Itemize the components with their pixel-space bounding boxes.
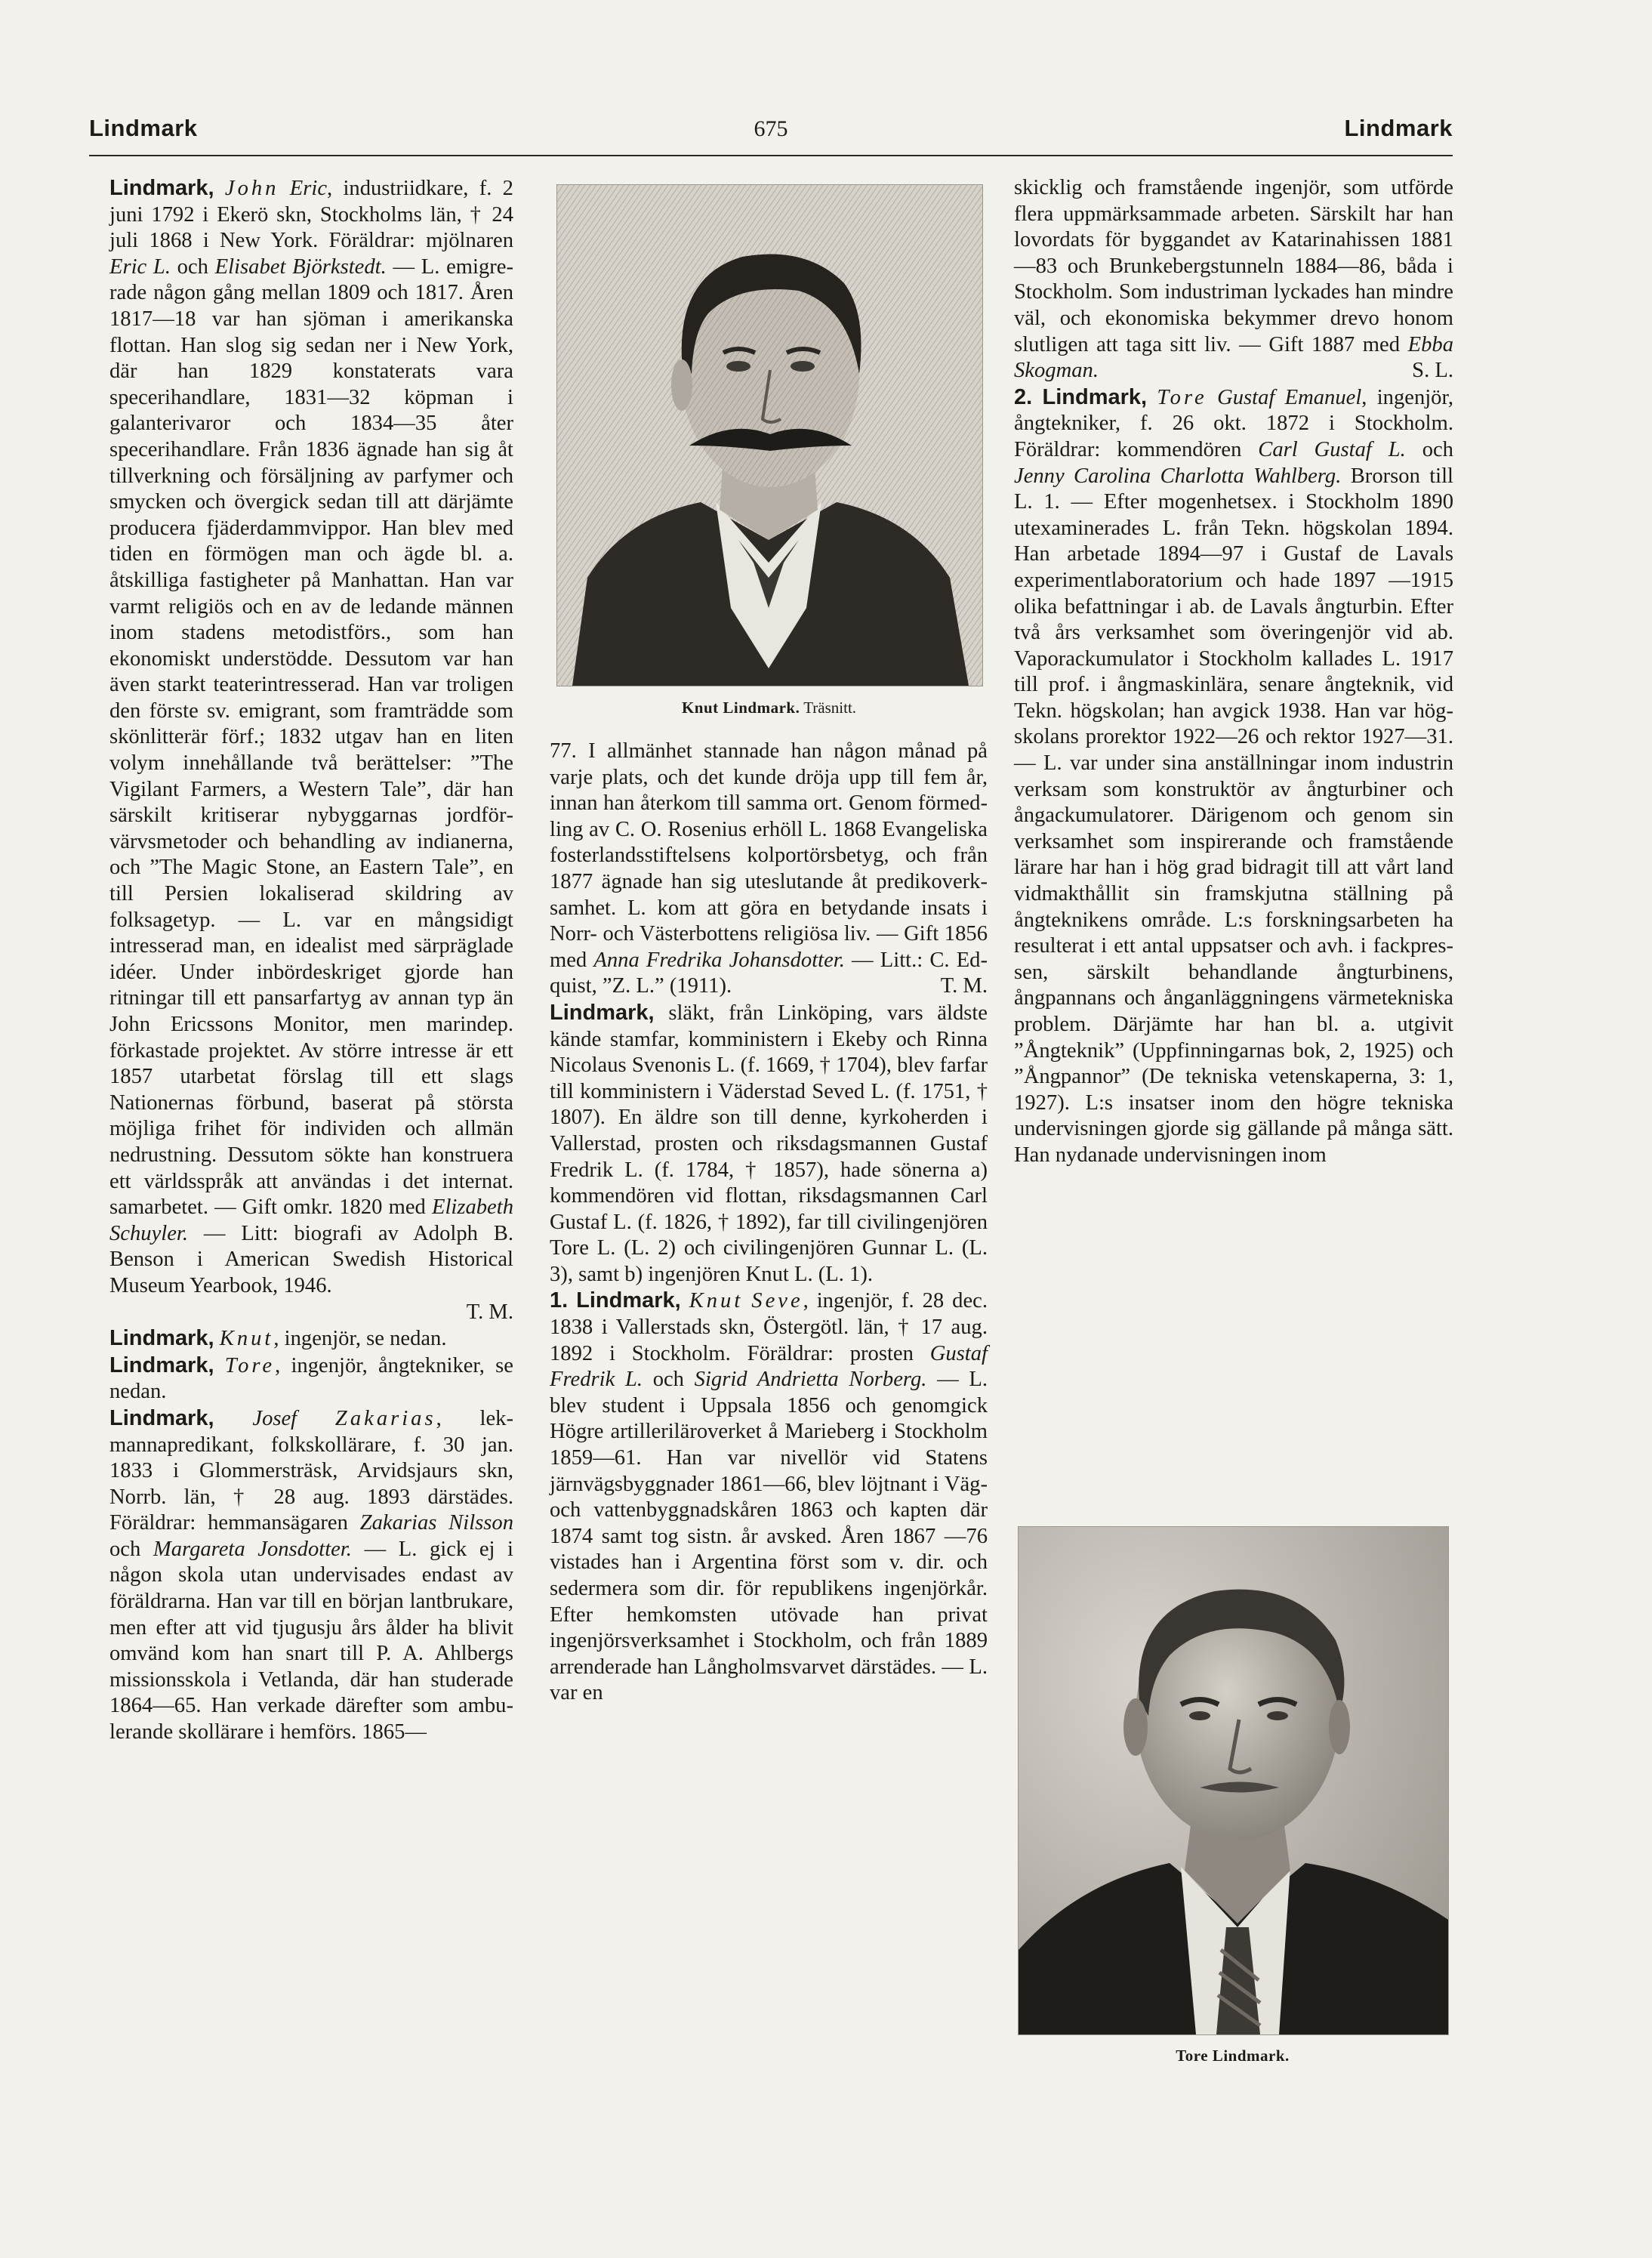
entry-josef-zakarias: Lindmark, Josef Zakarias, lekmannapredikant, folkskollärare, f. 30 jan. 1833 i Glommersträsk, Arvidsjaurs skn, Norrb. län, † 28 aug. 1893 därstädes. Föräldrar: hemmansägaren Zakarias Nilsson och Margareta Jonsdotter. — L. gick ej i någon skola utan undervisades endast av föräldrarna. Han var till en början lantbrukare, men efter att vid tjugusju års ålder ha blivit omvänd kom han snart till P. A. Ahlbergs missionsskola i Vetlanda, där han studerade 1864—65. Han verkade därefter som ambulerande skollärare i hemförs. 1865— bbox=[109, 1405, 513, 1744]
entry-josef-zakarias-continued: 77. I allmänhet stannade han någon månad på varje plats, och det kunde dröja upp till fem år, innan han återkom till samma ort. Genom förmedling av C. O. Rosenius erhöll L. 1868 Evangeliska fosterlandsstiftelsens kolportörsbetyg, och från 1877 ägnade han sig uteslutande åt predikoverksamhet. L. kom att göra en betydande insats i Norr- och Västerbottens religiösa liv. — Gift 1856 med Anna Fredrika Johansdotter. — Litt.: C. Edquist, ”Z. L.” (1911). T. M. bbox=[550, 739, 988, 1000]
headword: Lindmark, bbox=[550, 1000, 655, 1025]
figure-caption-2: Tore Lindmark. bbox=[1176, 2047, 1290, 2065]
running-head bbox=[89, 115, 1453, 156]
column-2 bbox=[550, 739, 988, 1707]
column-3 bbox=[1014, 175, 1453, 1169]
entry-lindmark-family: Lindmark, släkt, från Linköping, vars äldste kände stamfar, komministern i Ekeby och Rinna Nicolaus Svenonis L. (f. 1669, † 1704), blev farfar till komministern i Väderstad Seved L. (f. 1751, † 1807). En äldre son till denne, kyrkoherden i Vallerstad, prosten och riksdagsmannen Gustaf Fredrik L. (f. 1784, † 1857), hade sönerna a) kommendören vid flottan, riksdagsmannen Carl Gustaf L. (f. 1826, † 1892), far till civilingenjören Tore L. (L. 2) och civilingenjören Gunnar L. (L. 3), samt b) ingenjören Knut L. (L. 1). bbox=[550, 1000, 988, 1286]
headword: Lindmark, bbox=[109, 1353, 214, 1377]
running-head-left: Lindmark bbox=[89, 115, 198, 141]
portrait-photo-icon bbox=[1018, 1526, 1449, 2035]
portrait-engraving-icon bbox=[556, 184, 983, 686]
entry-john-eric: Lindmark, John Eric, industriidkare, f. 2 juni 1792 i Ekerö skn, Stockholms län, † 24 juli 1868 i New York. Föräldrar: mjölnaren Eric L. och Elisabet Björkstedt. — L. emigrerade någon gång mellan 1809 och 1817. Åren 1817—18 var han sjöman i amerikanska flottan. Han slog sig sedan ner i New York, där han 1829 konstaterats vara specerihandlare, 1831—32 köpman i galanterivaror och 1834—35 åter specerihandlare. Från 1836 ägnade han sig åt tillverkning och försäljning av parfymer och smycken och övergick sedan till att därjämte producera fjäderdammvippor. Han blev med tiden en förmögen man och ägde bl. a. åtskilliga fastigheter på Manhattan. Han var varmt religiös och en av de ledande männen inom stadens metodistförs., som han ekonomiskt understödde. Dessutom var han även starkt teaterintresserad. Han var troligen den förste sv. emigrant, som framträdde som skönlitterär förf.; 1832 utgav han en liten volym innehållande två berättelser: ”The Vigilant Farmers, a Western Tale”, där han särskilt kritiserar nybyggarnas jordförvärvsmetoder och behandling av indianerna, och ”The Magic Stone, an Eastern Tale”, en till Persien lokaliserad skildring av folksagetyp. — L. var en mångsidigt intresserad man, en idealist med särpräglade idéer. Under inbördeskriget gjorde han ritningar till ett pansarfartyg av annan typ än John Ericssons Monitor, men marindep. förkastade projektet. Av större intresse är ett 1857 utarbetat förslag till ett slags Nationernas förbund, baserat på största möjliga frihet för individen och allmän nedrustning. Dessutom sökte han konstruera ett världsspråk att användas i det internat. samarbetet. — Gift omkr. 1820 med Elizabeth Schuyler. — Litt: biografi av Adolph B. Benson i American Swedish Historical Museum Yearbook, 1946. T. M. bbox=[109, 175, 513, 1325]
header-rule bbox=[89, 155, 1453, 156]
headword: Lindmark, bbox=[1042, 384, 1148, 409]
signature: T. M. bbox=[940, 974, 988, 998]
entry-knut-seve-continued: skicklig och framstående ingenjör, som utförde flera uppmärksammade arbeten. Särskilt har han lovordats för byggandet av Katarinahissen 1881 —83 och Brunkebergstunneln 1884—86, båda i Stockholm. Som industriman lyckades han mindre väl, och ekonomiska bekymmer drevo honom slutligen att taga sitt liv. — Gift 1887 med Ebba Skogman. S. L. bbox=[1014, 175, 1453, 384]
figure-caption-1: Knut Lindmark. Träsnitt. bbox=[681, 699, 857, 717]
headword: Lindmark, bbox=[109, 1405, 214, 1430]
running-head-right: Lindmark bbox=[1344, 115, 1453, 141]
signature: T. M. bbox=[466, 1300, 513, 1324]
entry-tore-ref: Lindmark, Tore, ingenjör, ångtekniker, se nedan. bbox=[109, 1353, 513, 1404]
headword: Lindmark, bbox=[576, 1288, 681, 1313]
headword: Lindmark, bbox=[109, 1326, 214, 1351]
entry-knut-ref: Lindmark, Knut, ingenjör, se nedan. bbox=[109, 1326, 447, 1351]
entry-knut-seve: 1. Lindmark, Knut Seve, ingenjör, f. 28 dec. 1838 i Vallerstads skn, Östergötl. län, † 17 aug. 1892 i Stockholm. Föräldrar: prosten Gustaf Fredrik L. och Sigrid Andrietta Norberg. — L. blev student i Uppsala 1856 och genomgick Högre artilleriläroverket å Marieberg i Stockholm 1859—61. Han var nivellör vid Statens järnvägsbyggnader 1861—66, blev löjtnant i Väg- och vattenbyggnadskåren 1863 och kapten där 1874 samt tog sistn. år avsked. Åren 1867 —76 vistades han i Argentina först som v. dir. och sedermera som dir. för republikens ingenjörkår. Efter hemkomsten utövade han privat ingenjörsverksamhet i Stockholm, och från 1889 arrenderade han Långholmsvarvet därstädes. — L. var en bbox=[550, 1288, 988, 1705]
page-number: 675 bbox=[754, 116, 788, 141]
column-1 bbox=[109, 175, 513, 1746]
entry-tore-gustaf-emanuel: 2. Lindmark, Tore Gustaf Emanuel, ingenjör, ångtekniker, f. 26 okt. 1872 i Stockholm. Föräldrar: kommendören Carl Gustaf L. och Jenny Carolina Charlotta Wahlberg. Brorson till L. 1. — Efter mogenhetsex. i Stockholm 1890 utexaminerades L. från Tekn. högskolan 1894. Han arbetade 1894—97 i Gustaf de Lavals experimentlaboratorium och hade 1897 —1915 olika befattningar i ab. de Lavals ångturbin. Efter två års verksamhet som överingenjör vid ab. Vaporackumulator i Stockholm kallades L. 1917 till prof. i ångmaskinlära, senare ångteknik, vid Tekn. högskolan; han avgick 1938. Han var högskolans prorektor 1922—26 och rektor 1927—31. — L. var under sina anställningar inom industrin verksam som konstruktör av ångturbiner och ångackumulatorer. Därigenom och genom sin verksamhet som inspirerande och framstående lärare har han i hög grad bidragit till att vårt land vidmakthållit sin framskjutna ställning på ångteknikens område. L:s forskningsarbeten ha resulterat i ett antal uppsatser och avh. i fackpressen, särskilt behandlande ångturbinens, ångpannans och ånganläggningens värmetekniska problem. Därjämte har han bl. a. utgivit ”Ångteknik” (Uppfinningarnas bok, 2, 1925) och ”Ångpannor” (De tekniska vetenskaperna, 3: 1, 1927). L:s insatser inom den högre tekniska undervisningen gjorde sig gällande på många sätt. Han nydanade undervisningen inom bbox=[1014, 384, 1454, 1167]
signature: S. L. bbox=[1412, 359, 1453, 383]
headword: Lindmark, bbox=[109, 176, 214, 200]
